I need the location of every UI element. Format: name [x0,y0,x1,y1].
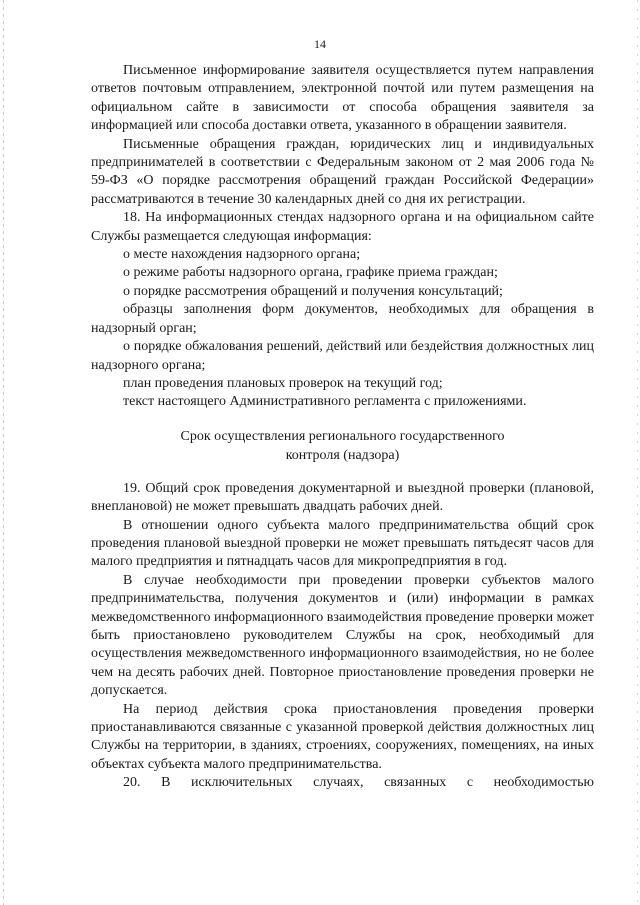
section-heading-line-2: контроля (надзора) [285,447,400,463]
paragraph-suspension: В случае необходимости при проведении проверки субъектов малого предпринимательства, получения документов и (или) информации в рамках межведомственного информационного взаимодействия проведение проверки может быть приостановлено руководителем Службы на срок, необходимый для осуществления межведомственного информационного взаимодействия, но не более чем на десять рабочих дней. Повторное приостановление проведения проверки не допускается. [91,572,594,699]
paragraph-18-info-stands: 18. На информационных стендах надзорного органа и на официальном сайте Службы размещается следующая информация: [91,210,594,244]
list-item-location: о месте нахождения надзорного органа; [123,247,361,263]
list-item-work-schedule: о режиме работы надзорного органа, графике приема граждан; [123,265,498,281]
page-number: 14 [314,37,326,51]
list-item-form-samples: образцы заполнения форм документов, необходимых для обращения в надзорный орган; [91,302,594,336]
list-item-regulation-text: текст настоящего Административного регламента с приложениями. [123,394,527,410]
scan-edge-right [637,0,638,905]
paragraph-written-appeals: Письменные обращения граждан, юридических лиц и индивидуальных предпринимателей в соответствии с Федеральным законом от 2 мая 2006 года № 59-ФЗ «О порядке рассмотрения обращений граждан Российской Федерации» рассматриваются в течение 30 календарных дней со дня их регистрации. [91,136,594,207]
paragraph-small-business-term: В отношении одного субъекта малого предпринимательства общий срок проведения плановой выездной проверки не может превышать пятьдесят часов для малого предприятия и пятнадцать часов для микропредприятия в год. [91,517,594,570]
list-item-consideration-order: о порядке рассмотрения обращений и получения консультаций; [123,283,503,299]
document-body [91,62,594,793]
section-heading [91,427,594,465]
paragraph-20-exceptional-cases: 20. В исключительных случаях, связанных с необходимостью [123,775,594,791]
paragraph-suspension-period: На период действия срока приостановления проведения проверки приостанавливаются связанные с указанной проверкой действия должностных лиц Службы на территории, в зданиях, строениях, сооружениях, помещениях, на иных объектах субъекта малого предпринимательства. [91,701,594,772]
paragraph-19-general-term: 19. Общий срок проведения документарной и выездной проверки (плановой, внеплановой) не может превышать двадцать рабочих дней. [91,480,594,515]
list-item-appeal-order: о порядке обжалования решений, действий или бездействия должностных лиц надзорного органа; [91,339,594,373]
paragraph-written-informing: Письменное информирование заявителя осуществляется путем направления ответов почтовым отправлением, электронной почтой или путем размещения на официальном сайте в зависимости от способа обращения заявителя за информацией или способа доставки ответа, указанного в обращении заявителя. [91,63,594,134]
scan-edge-left [3,0,4,905]
list-item-inspection-plan: план проведения плановых проверок на текущий год; [123,375,443,391]
section-heading-line-1: Срок осуществления регионального государственного [180,428,505,444]
